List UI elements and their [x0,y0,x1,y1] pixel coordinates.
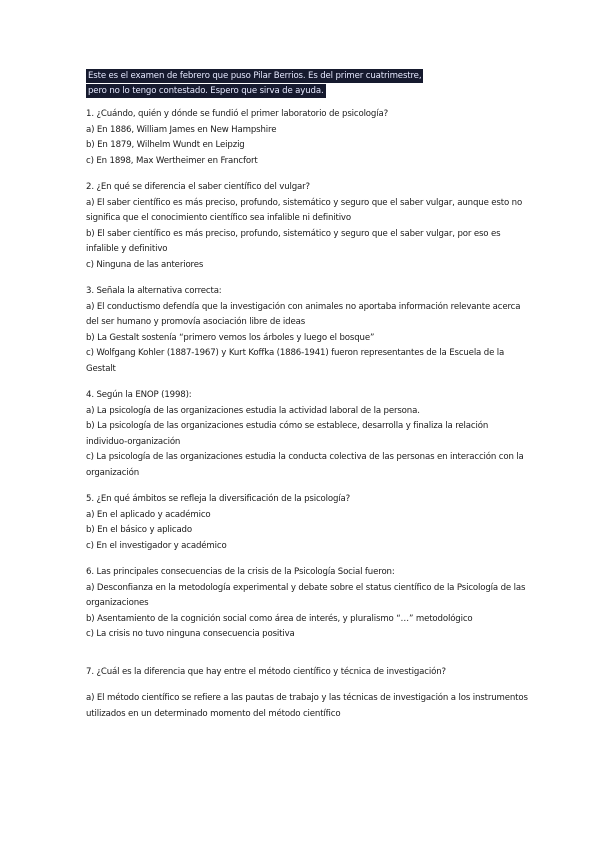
answer-option: c) En 1898, Max Wertheimer en Francfort [86,155,258,166]
answer-option: c) En el investigador y académico [86,540,227,551]
answer-option: a) En el aplicado y académico [86,509,211,520]
question-text: 2. ¿En qué se diferencia el saber científico del vulgar? [86,182,310,192]
question-text: 3. Señala la alternativa correcta: [86,286,222,296]
question-4 [86,388,530,481]
answer-option: b) La psicología de las organizaciones estudia cómo se establece, desarrolla y finaliza la relación individuo-organización [86,421,489,447]
question-7 [86,665,530,723]
answer-option: a) En 1886, William James en New Hampshire [86,124,277,135]
answer-option: c) La crisis no tuvo ninguna consecuencia positiva [86,629,295,639]
question-1 [86,107,530,169]
answer-option: c) Wolfgang Kohler (1887-1967) y Kurt Koffka (1886-1941) fueron representantes de la Escuela de la Gestalt [86,348,505,374]
answer-option: b) La Gestalt sostenía “primero vemos los árboles y luego el bosque” [86,332,375,343]
question-text: 4. Según la ENOP (1998): [86,390,192,400]
question-text: 7. ¿Cuál es la diferencia que hay entre el método científico y técnica de investigación? [86,666,446,677]
answer-option: a) La psicología de las organizaciones estudia la actividad laboral de la persona. [86,405,420,416]
question-text: 5. ¿En qué ámbitos se refleja la diversificación de la psicología? [86,494,351,504]
question-text: 1. ¿Cuándo, quién y dónde se fundió el primer laboratorio de psicología? [86,109,388,119]
question-2 [86,180,530,273]
answer-option: c) La psicología de las organizaciones estudia la conducta colectiva de las personas en interacción con la organización [86,452,524,478]
answer-option: a) Desconfianza en la metodología experimental y debate sobre el status científico de la Psicología de las organizaciones [86,582,526,608]
question-text: 6. Las principales consecuencias de la crisis de la Psicología Social fueron: [86,567,395,577]
intro-note [86,69,530,98]
answer-option: a) El conductismo defendía que la investigación con animales no aportaba información relevante acerca del ser humano y promovía asociación libre de ideas [86,301,521,327]
answer-option: b) En el básico y aplicado [86,525,192,535]
answer-option: a) El método científico se refiere a las pautas de trabajo y las técnicas de investigación a los instrumentos utilizados en un determinado momento del método científico [86,693,528,719]
answer-option: b) Asentamiento de la cognición social como área de interés, y pluralismo “…” metodológico [86,613,473,624]
answer-option: b) En 1879, Wilhelm Wundt en Leipzig [86,140,245,150]
answer-option: c) Ninguna de las anteriores [86,259,204,270]
intro-line: pero no lo tengo contestado. Espero que sirva de ayuda. [88,86,324,96]
answer-option: b) El saber científico es más preciso, profundo, sistemático y seguro que el saber vulgar, por eso es infalible y definitivo [86,228,501,254]
question-5 [86,492,530,554]
question-6 [86,565,530,643]
intro-line: Este es el examen de febrero que puso Pilar Berrios. Es del primer cuatrimestre, [88,71,422,81]
answer-option: a) El saber científico es más preciso, profundo, sistemático y seguro que el saber vulgar, aunque esto no significa que el conocimiento científico sea infalible ni definitivo [86,197,523,223]
question-3 [86,284,530,377]
